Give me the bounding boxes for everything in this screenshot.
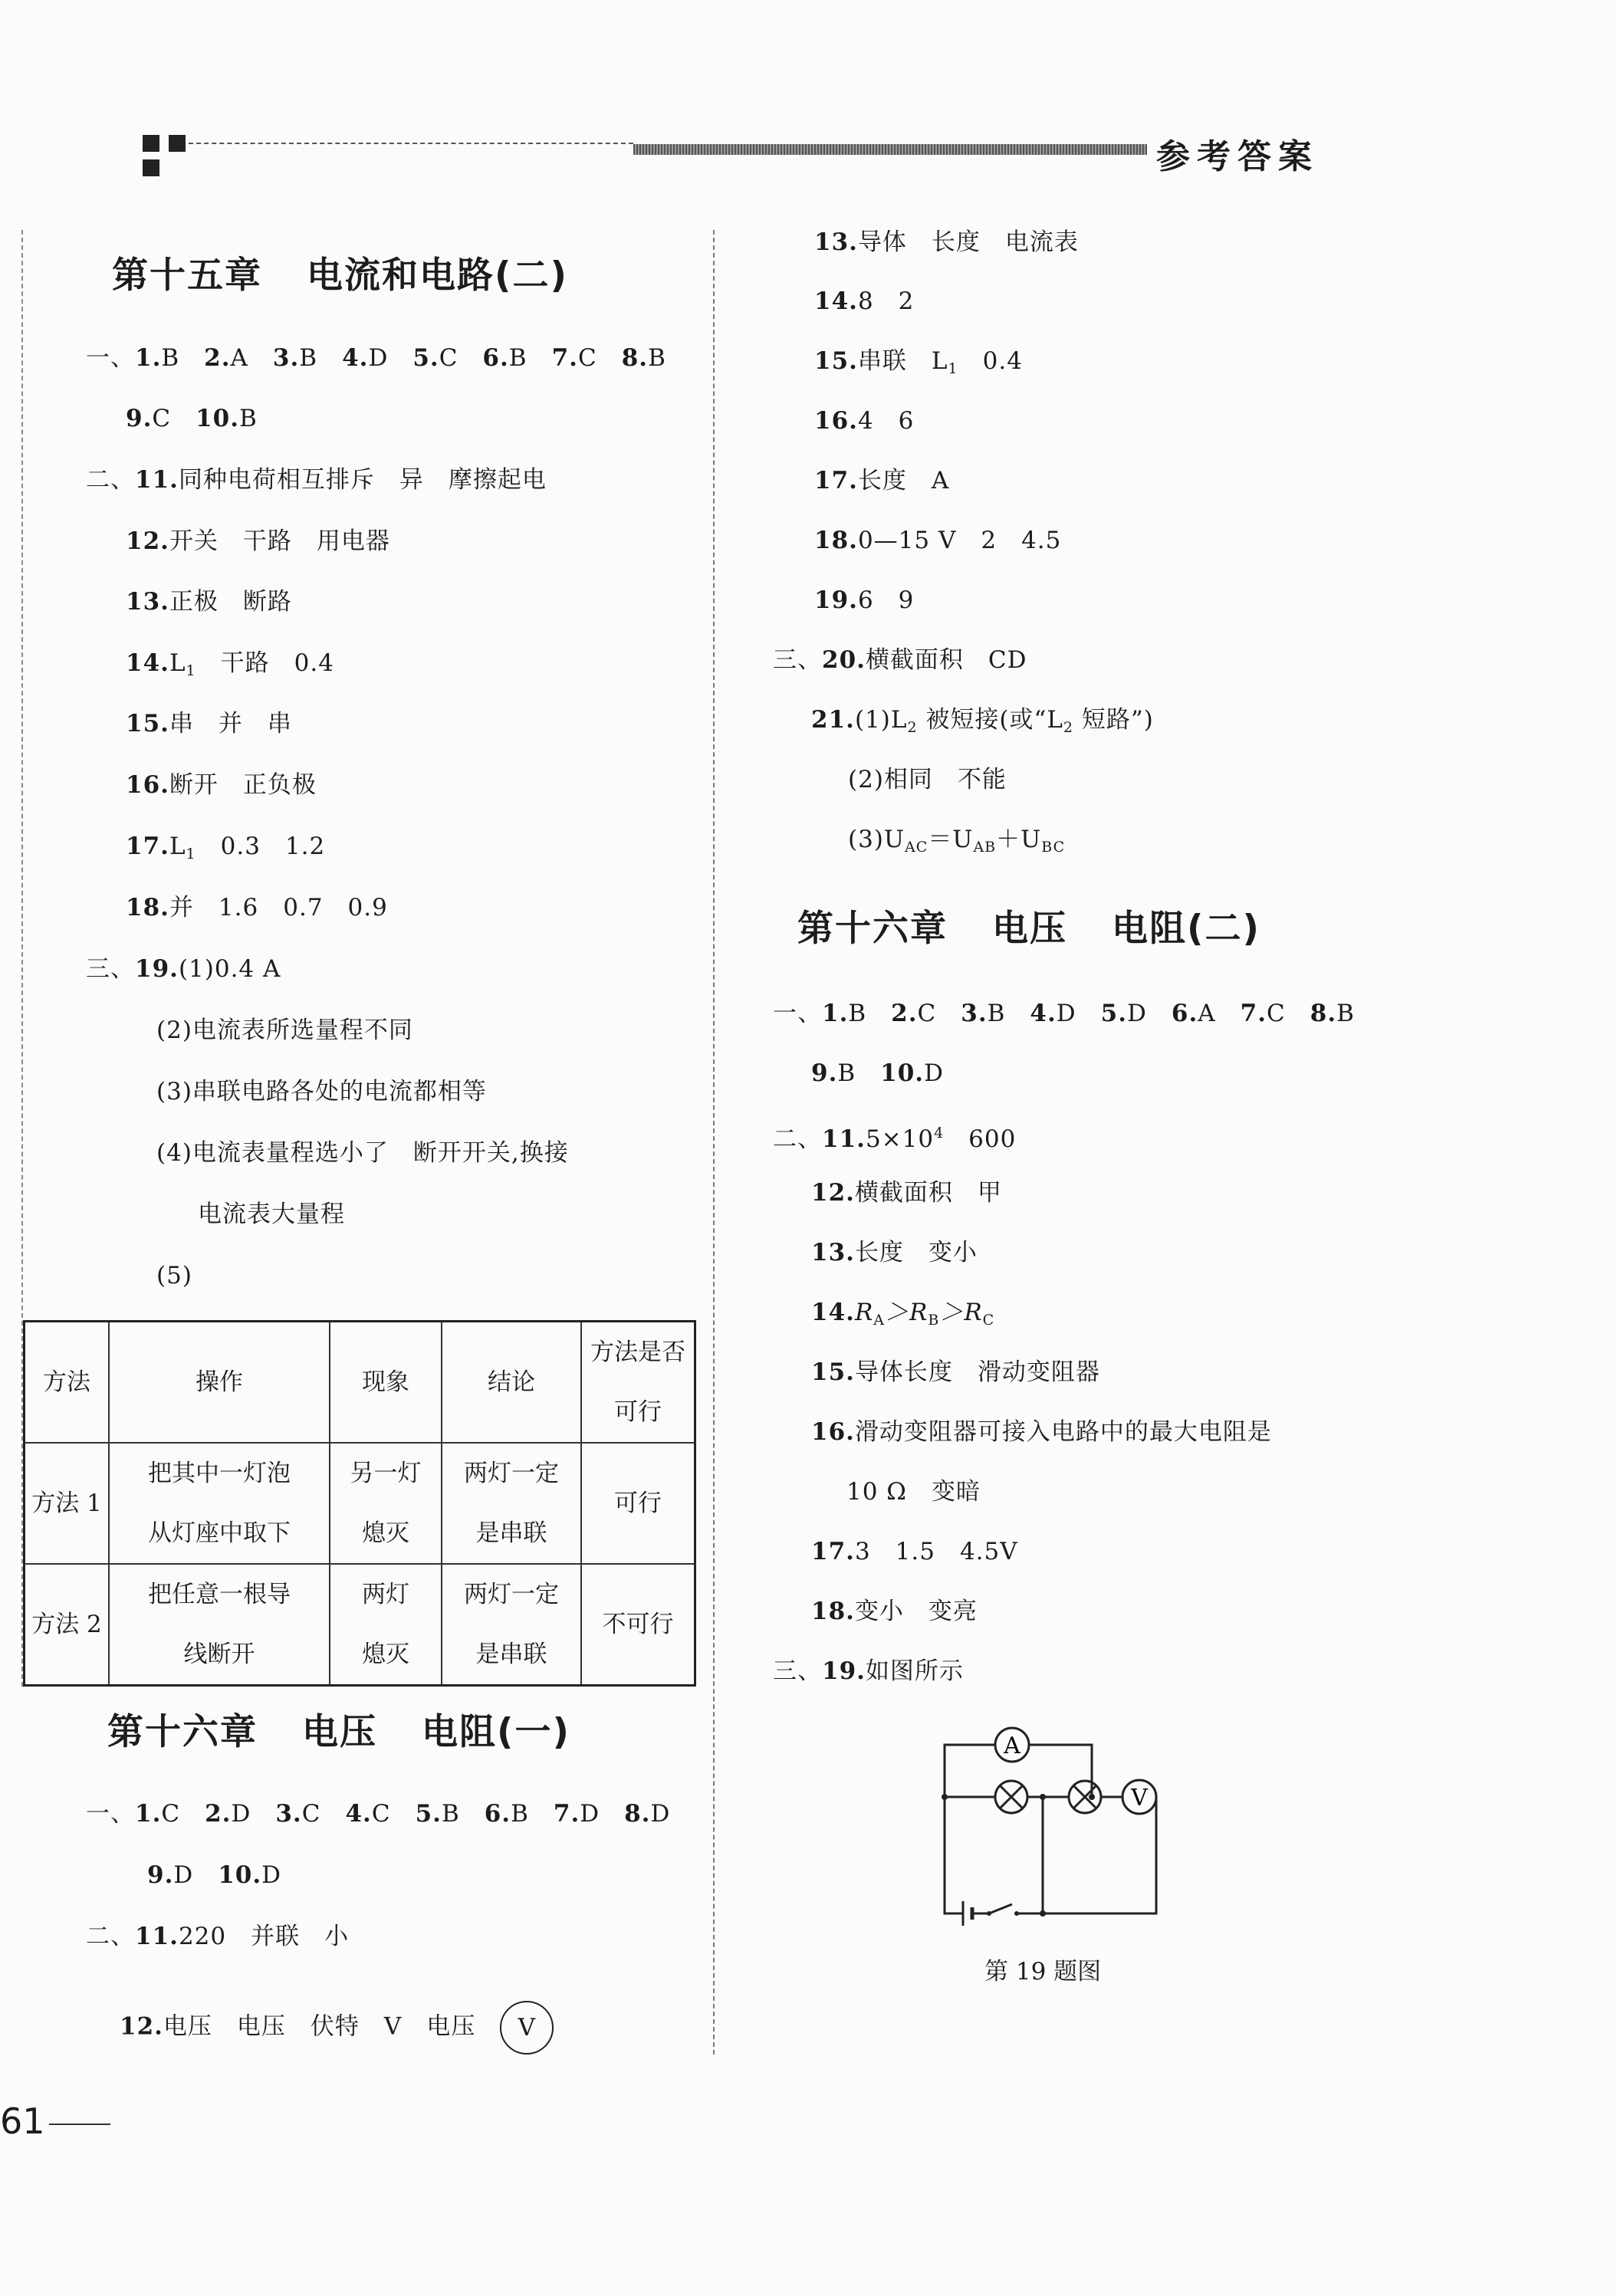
table-header-cell: 现象 (330, 1322, 442, 1444)
answer-line: 三、19.(1)0.4 A (86, 955, 281, 983)
wire (945, 1745, 994, 1797)
header-decoration-square (169, 135, 186, 152)
chapter-title-16-2: 第十六章 电压 电阻(二) (797, 908, 1260, 950)
answer-line: 10 Ω 变暗 (846, 1478, 981, 1506)
table-cell: 可行 (581, 1443, 695, 1564)
table-header-cell: 方法 (25, 1322, 110, 1444)
table-row (25, 1322, 695, 1444)
junction-dot (1089, 1794, 1095, 1800)
wire (1030, 1745, 1092, 1797)
switch-contact (1014, 1911, 1019, 1916)
table-row (25, 1443, 695, 1564)
answer-line: 9.B 10.D (811, 1059, 944, 1087)
answer-line: 16.断开 正负极 (126, 771, 317, 799)
junction-dot (1040, 1794, 1046, 1800)
answer-line: 9.C 10.B (126, 405, 258, 432)
answer-line: 15.串联 $L_1$ 0.4 (814, 347, 1023, 377)
answer-line: 15.导体长度 滑动变阻器 (811, 1358, 1100, 1386)
answer-line: $(3)U_{AC}=U_{AB}+U_{BC}$ (848, 826, 1066, 856)
switch-icon (989, 1904, 1012, 1913)
answer-line: 16.4 6 (814, 407, 915, 435)
answer-line: 二、$11.5\times 10^4$ 600 (773, 1125, 1017, 1153)
table-cell: 把任意一根导 线断开 (109, 1564, 330, 1686)
table-cell: 另一灯 熄灭 (330, 1443, 442, 1564)
answer-line: $17.L_1$ 0.3 1.2 (126, 833, 326, 862)
answer-line: 二、11.同种电荷相互排斥 异 摩擦起电 (86, 466, 547, 494)
experiment-table (23, 1320, 696, 1687)
table-cell: 把其中一灯泡 从灯座中取下 (109, 1443, 330, 1564)
header-decoration-square (143, 159, 159, 176)
header-title: 参考答案 (1156, 137, 1319, 176)
answer-line: 一、1.C 2.D 3.C 4.C 5.B 6.B 7.D 8.D (86, 1800, 671, 1828)
table-cell: 方法 1 (25, 1443, 110, 1564)
answer-line: 17.3 1.5 4.5V (811, 1538, 1018, 1565)
header-dashed-rule (189, 143, 633, 144)
header-decoration-square (143, 135, 159, 152)
chapter-title-15-2: 第十五章 电流和电路(二) (112, 255, 568, 297)
answer-line: 16.滑动变阻器可接入电路中的最大电阻是 (811, 1418, 1272, 1446)
junction-dot (942, 1794, 948, 1800)
table-cell: 不可行 (581, 1564, 695, 1686)
table-cell: 两灯 熄灭 (330, 1564, 442, 1686)
answer-line: 三、20.横截面积 CD (773, 646, 1027, 674)
figure-caption: 第 19 题图 (984, 1958, 1102, 1986)
answer-line: 三、19.如图所示 (773, 1657, 964, 1685)
answer-line: $14.R_A>R_B>R_C$ (811, 1299, 995, 1329)
header-gradient-bar (633, 144, 1147, 155)
wire (945, 1797, 963, 1913)
column-divider (713, 230, 715, 2055)
answer-line: 12.电压 电压 伏特 V 电压 V (120, 2001, 554, 2055)
answer-line: 18.0—15 V 2 4.5 (814, 527, 1062, 554)
answer-line: 19.6 9 (814, 586, 915, 614)
switch-pivot (987, 1911, 991, 1916)
table-cell: 方法 2 (25, 1564, 110, 1686)
answer-line: 13.正极 断路 (126, 588, 292, 616)
answer-line: $14.L_1$ 干路 0.4 (126, 649, 334, 679)
answer-line: 15.串 并 串 (126, 710, 292, 737)
answer-line: 13.导体 长度 电流表 (814, 228, 1079, 256)
answer-line: 一、1.B 2.A 3.B 4.D 5.C 6.B 7.C 8.B (86, 344, 666, 372)
answer-line: $21.(1)L_2$ 被短接(或“$L_2$ 短路”) (811, 706, 1154, 736)
answer-line: 12.开关 干路 用电器 (126, 527, 390, 555)
answer-line: (2)相同 不能 (848, 766, 1007, 793)
junction-dot (1040, 1910, 1046, 1917)
ammeter-label: A (1004, 1733, 1020, 1759)
page-number: 61 (0, 2101, 45, 2142)
answer-line: 电流表大量程 (198, 1201, 345, 1228)
lamp-1-icon (1000, 1785, 1023, 1808)
answer-line: 14.8 2 (814, 287, 915, 315)
table-header-cell: 操作 (109, 1322, 330, 1444)
answer-line: (5) (156, 1262, 192, 1289)
answer-line: 9.D 10.D (147, 1861, 282, 1889)
answer-line: 18.并 1.6 0.7 0.9 (126, 894, 388, 921)
table-cell: 两灯一定 是串联 (442, 1443, 581, 1564)
answer-line: (4)电流表量程选小了 断开开关,换接 (156, 1139, 569, 1167)
table-row (25, 1564, 695, 1686)
answer-line: 17.长度 A (814, 467, 950, 494)
answer-line: 18.变小 变亮 (811, 1598, 978, 1625)
table-header-cell: 方法是否 可行 (581, 1322, 695, 1444)
answer-line: (3)串联电路各处的电流都相等 (156, 1078, 487, 1105)
chapter-title-16-1: 第十六章 电压 电阻(一) (107, 1711, 570, 1753)
circuit-diagram (935, 1714, 1165, 1929)
voltmeter-label: V (1131, 1785, 1148, 1812)
table-header-cell: 结论 (442, 1322, 581, 1444)
page-number-rule (49, 2124, 110, 2125)
table-cell: 两灯一定 是串联 (442, 1564, 581, 1686)
answer-line: 12.横截面积 甲 (811, 1179, 1002, 1207)
answer-line: 13.长度 变小 (811, 1239, 978, 1266)
answer-line: 二、11.220 并联 小 (86, 1923, 350, 1950)
answer-line: (2)电流表所选量程不同 (156, 1017, 413, 1044)
answer-line: 一、1.B 2.C 3.B 4.D 5.D 6.A 7.C 8.B (773, 1000, 1355, 1027)
voltmeter-symbol: V (500, 2001, 554, 2055)
